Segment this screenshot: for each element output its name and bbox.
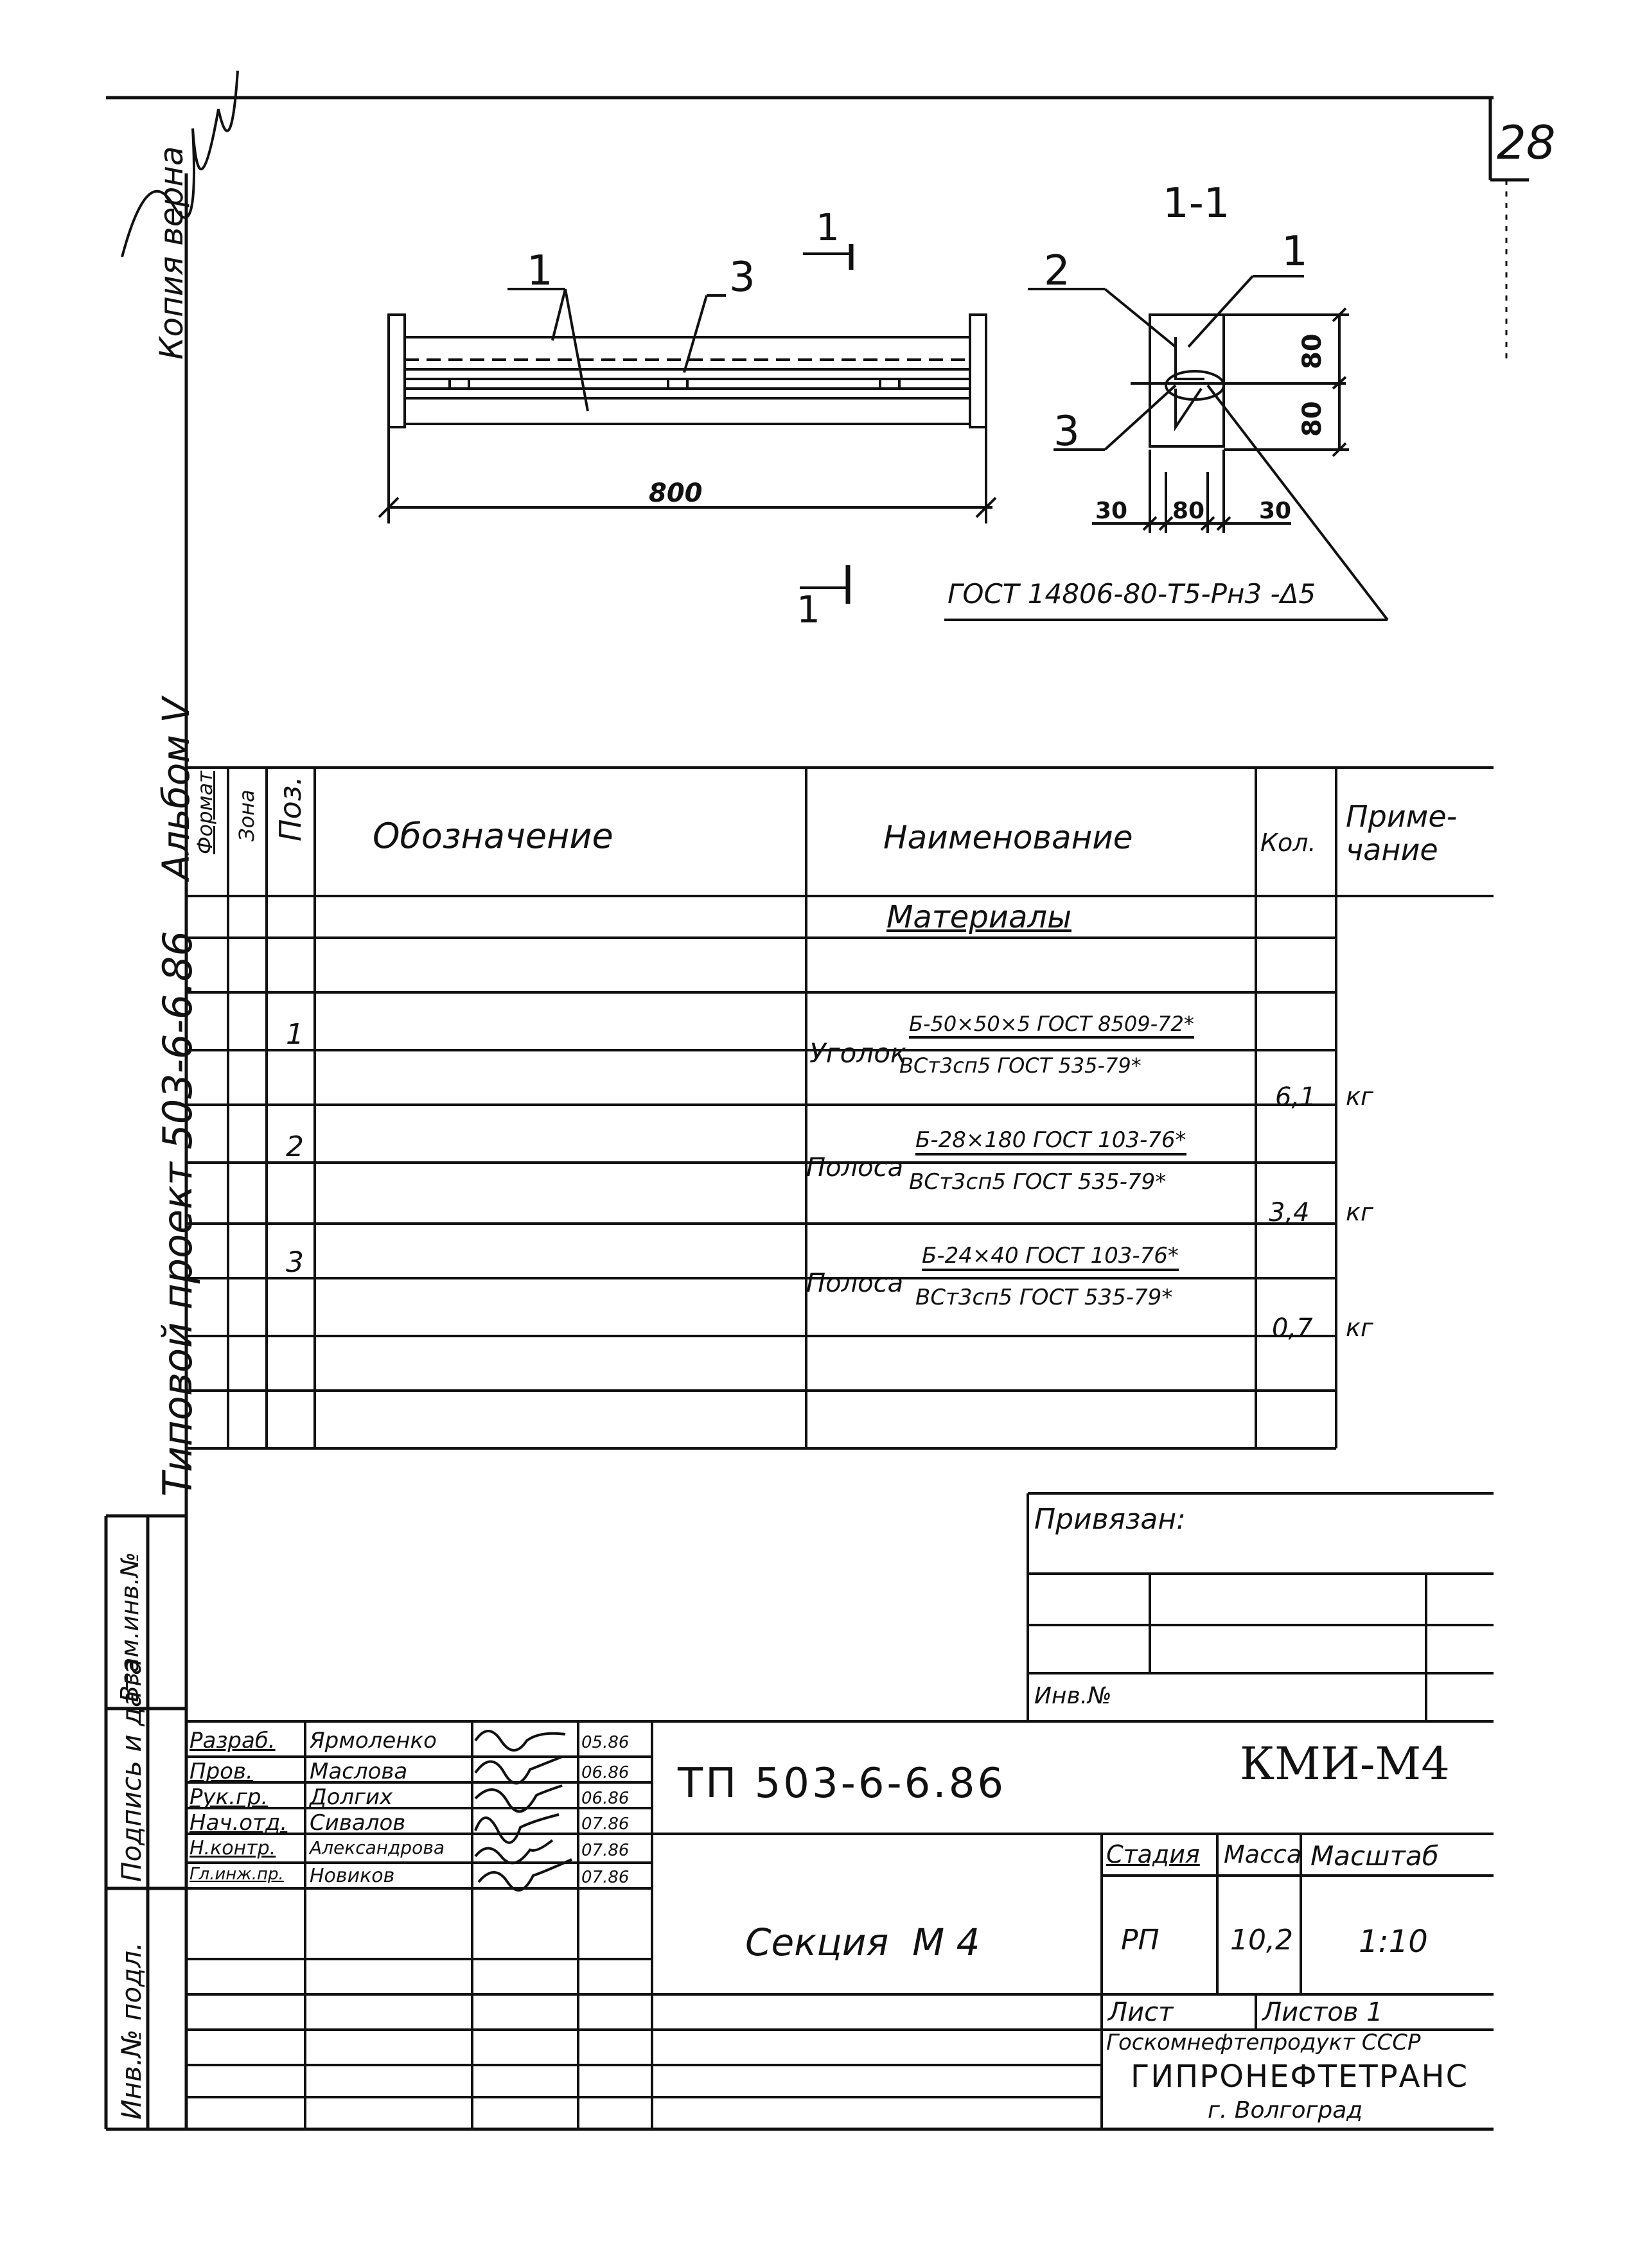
signature-6 xyxy=(479,1859,572,1890)
row-2-top: Б-28×180 ГОСТ 103-76* xyxy=(915,1127,1186,1156)
section-label: 1-1 xyxy=(1163,180,1230,227)
header-pos: Поз. xyxy=(273,776,308,841)
row-2-qty: 3,4 xyxy=(1269,1198,1310,1227)
row-1-top: Б-50×50×5 ГОСТ 8509-72* xyxy=(909,1012,1194,1039)
role-date: 07.86 xyxy=(581,1868,630,1887)
signature-4 xyxy=(475,1815,559,1843)
project-note: Типовой проект 503-6-6.86 xyxy=(154,931,201,1497)
role-date: 05.86 xyxy=(581,1733,630,1752)
row-3-top: Б-24×40 ГОСТ 103-76* xyxy=(922,1243,1179,1271)
inv-orig-note: Инв.№ подл. xyxy=(116,1942,147,2120)
org-line-2: ГИПРОНЕФТЕТРАНС xyxy=(1131,2059,1469,2095)
header-note: Приме- чание xyxy=(1346,799,1458,867)
row-2-name: Полоса xyxy=(806,1153,904,1182)
end-plate-left xyxy=(389,315,405,427)
length-dimension: 800 xyxy=(649,479,703,508)
role-date: 07.86 xyxy=(581,1815,630,1834)
row-1-bottom: ВСт3сп5 ГОСТ 535-79* xyxy=(899,1053,1142,1078)
end-plate-right xyxy=(970,315,986,427)
doc-title: Секция М 4 xyxy=(745,1921,980,1964)
org-line-3: г. Волгоград xyxy=(1208,2097,1363,2123)
row-3-qty: 0,7 xyxy=(1272,1314,1313,1343)
role-name: Александрова xyxy=(310,1837,445,1858)
section-view xyxy=(944,276,1388,620)
role-label: Разраб. xyxy=(190,1728,276,1754)
role-name: Новиков xyxy=(310,1865,395,1887)
row-3-bottom: ВСт3сп5 ГОСТ 535-79* xyxy=(915,1285,1173,1310)
callout-2-section: 2 xyxy=(1044,247,1070,295)
row-1-pos: 1 xyxy=(286,1018,304,1051)
row-2-pos: 2 xyxy=(286,1130,304,1163)
album-note: Альбом V xyxy=(154,697,198,880)
binding-title: Привязан: xyxy=(1034,1503,1186,1536)
header-designation: Обозначение xyxy=(373,816,613,856)
callout-3-elevation: 3 xyxy=(729,254,755,301)
role-label: Н.контр. xyxy=(190,1837,276,1859)
row-3-name: Полоса xyxy=(806,1269,904,1298)
row-2-unit: кг xyxy=(1346,1198,1373,1226)
callout-1-section: 1 xyxy=(1282,228,1308,276)
role-label: Нач.отд. xyxy=(190,1810,288,1836)
height-dim-top: 80 xyxy=(1298,333,1327,369)
mass-label: Масса xyxy=(1224,1840,1302,1868)
width-dim-left: 30 xyxy=(1095,498,1128,524)
height-dim-bottom: 80 xyxy=(1298,401,1327,437)
header-qty: Кол. xyxy=(1260,829,1316,857)
header-name: Наименование xyxy=(883,819,1133,856)
role-name: Маслова xyxy=(310,1759,408,1784)
signature-1 xyxy=(475,1731,565,1750)
scale-value: 1:10 xyxy=(1359,1924,1428,1960)
row-3-pos: 3 xyxy=(286,1246,304,1279)
header-format: Формат xyxy=(193,771,217,854)
stage-label: Стадия xyxy=(1106,1840,1200,1868)
section-title-materials: Материалы xyxy=(886,899,1071,935)
row-2-bottom: ВСт3сп5 ГОСТ 535-79* xyxy=(909,1169,1167,1195)
role-name: Ярмоленко xyxy=(310,1728,437,1754)
role-label: Пров. xyxy=(190,1759,253,1784)
mass-value: 10,2 xyxy=(1230,1924,1293,1956)
inv-subst-note: Взам.инв.№ xyxy=(116,1552,144,1702)
width-dim-mid: 80 xyxy=(1172,498,1205,524)
role-label: Рук.гр. xyxy=(190,1784,269,1810)
weld-note: ГОСТ 14806-80-Т5-Рн3 -Δ5 xyxy=(948,578,1316,610)
row-1-qty: 6,1 xyxy=(1275,1082,1316,1112)
role-date: 06.86 xyxy=(581,1763,630,1782)
scale-label: Масштаб xyxy=(1310,1840,1439,1872)
row-1-unit: кг xyxy=(1346,1082,1373,1111)
role-name: Долгих xyxy=(310,1784,393,1810)
header-zone: Зона xyxy=(234,789,259,841)
cut-mark-top-label: 1 xyxy=(816,206,840,249)
role-date: 06.86 xyxy=(581,1789,630,1808)
sheet-label: Лист xyxy=(1108,1998,1174,2027)
role-label: Гл.инж.пр. xyxy=(190,1865,284,1884)
signature-5 xyxy=(475,1840,552,1863)
binding-inv: Инв.№ xyxy=(1034,1683,1112,1709)
doc-mark: КМИ-М4 xyxy=(1240,1737,1450,1790)
width-dim-right: 30 xyxy=(1259,498,1292,524)
elevation-view xyxy=(379,244,996,604)
copy-verified-note: Копия верна xyxy=(153,146,190,360)
callout-3-section: 3 xyxy=(1054,408,1080,455)
doc-code: ТП 503-6-6.86 xyxy=(678,1760,1007,1807)
role-name: Сивалов xyxy=(310,1810,406,1836)
row-1-name: Уголок xyxy=(809,1037,907,1069)
role-date: 07.86 xyxy=(581,1841,630,1860)
callout-1-elevation: 1 xyxy=(527,247,553,295)
signature-2 xyxy=(475,1757,562,1783)
cut-mark-bottom-label: 1 xyxy=(797,588,820,631)
row-3-unit: кг xyxy=(1346,1314,1373,1342)
stage-value: РП xyxy=(1121,1924,1159,1956)
sheets-count: Листов 1 xyxy=(1262,1998,1383,2027)
sheet-number: 28 xyxy=(1497,116,1556,170)
sign-date-note: Подпись и дата xyxy=(116,1658,147,1882)
org-line-1: Госкомнефтепродукт СССР xyxy=(1106,2030,1421,2055)
